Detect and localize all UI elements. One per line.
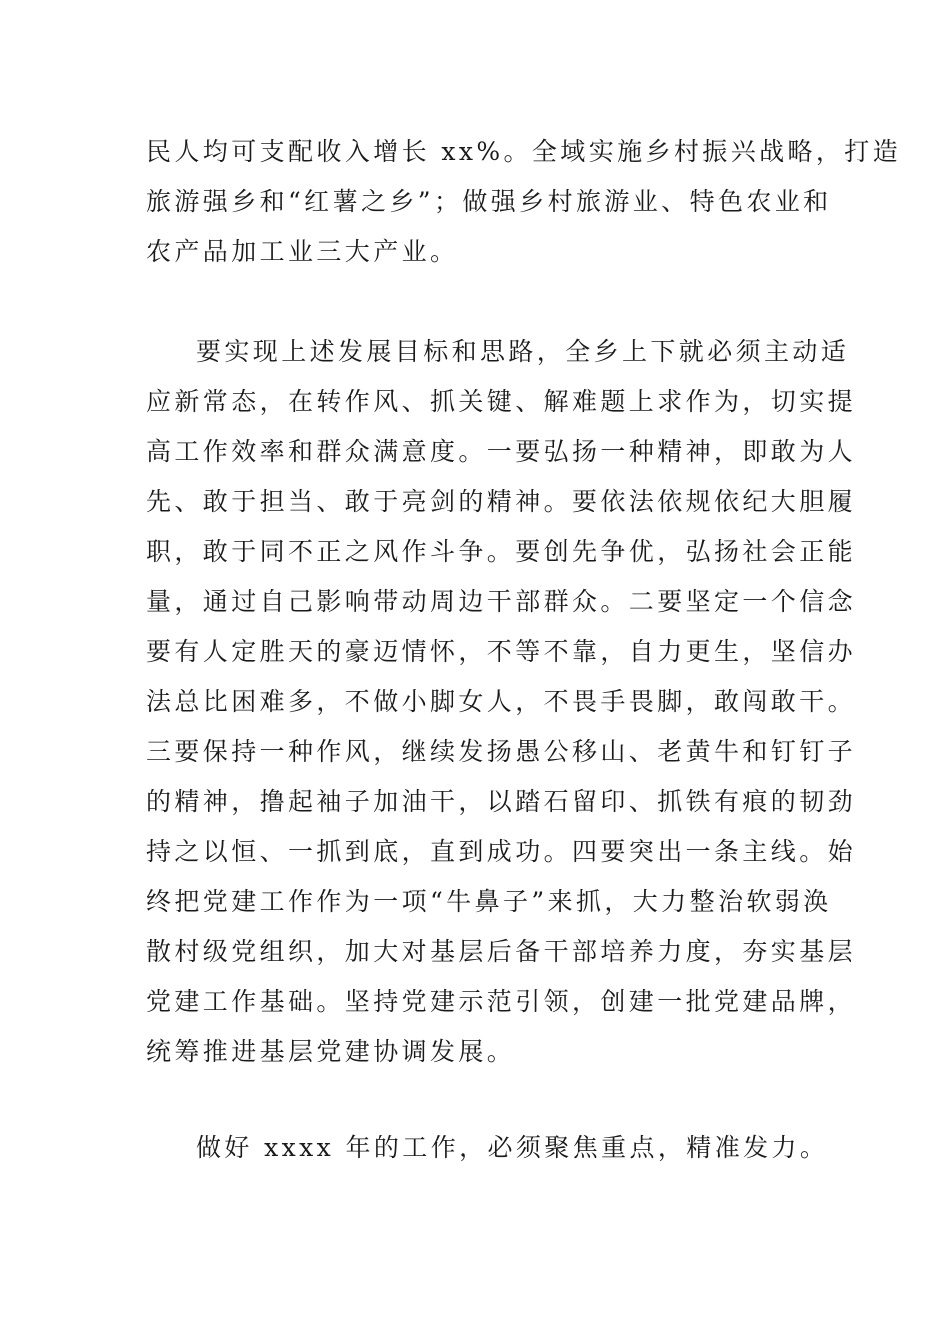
paragraph-1-line-2: 旅游强乡和“红薯之乡”；做强乡村旅游业、特色农业和 (146, 187, 832, 216)
paragraph-2-line-3: 高工作效率和群众满意度。一要弘扬一种精神，即敢为人 (146, 437, 857, 466)
paragraph-2-line-10: 的精神，撸起袖子加油干，以踏石留印、抓铁有痕的韧劲 (146, 787, 857, 816)
paragraph-2-line-11: 持之以恒、一抓到底，直到成功。四要突出一条主线。始 (146, 837, 857, 866)
paragraph-1-line-1: 民人均可支配收入增长 xx%。全域实施乡村振兴战略，打造 (146, 137, 902, 166)
paragraph-2-line-13: 散村级党组织，加大对基层后备干部培养力度，夯实基层 (146, 937, 857, 966)
paragraph-2-line-8: 法总比困难多，不做小脚女人，不畏手畏脚，敢闯敢干。 (146, 687, 857, 716)
paragraph-2-line-6: 量，通过自己影响带动周边干部群众。二要坚定一个信念 (146, 587, 857, 616)
paragraph-1-line-3: 农产品加工业三大产业。 (146, 237, 459, 266)
paragraph-2-line-4: 先、敢于担当、敢于亮剑的精神。要依法依规依纪大胆履 (146, 487, 857, 516)
paragraph-2-line-7: 要有人定胜天的豪迈情怀，不等不靠，自力更生，坚信办 (146, 637, 857, 666)
paragraph-2-line-9: 三要保持一种作风，继续发扬愚公移山、老黄牛和钉钉子 (146, 737, 857, 766)
paragraph-2-line-14: 党建工作基础。坚持党建示范引领，创建一批党建品牌， (146, 987, 857, 1016)
paragraph-2-line-15: 统筹推进基层党建协调发展。 (146, 1037, 516, 1066)
paragraph-3-line-1: 做好 xxxx 年的工作，必须聚焦重点，精准发力。 (196, 1133, 829, 1162)
paragraph-2-line-12: 终把党建工作作为一项“牛鼻子”来抓，大力整治软弱涣 (146, 887, 832, 916)
paragraph-2-line-5: 职，敢于同不正之风作斗争。要创先争优，弘扬社会正能 (146, 537, 857, 566)
paragraph-2-line-1: 要实现上述发展目标和思路，全乡上下就必须主动适 (196, 337, 850, 366)
paragraph-2-line-2: 应新常态，在转作风、抓关键、解难题上求作为，切实提 (146, 387, 857, 416)
